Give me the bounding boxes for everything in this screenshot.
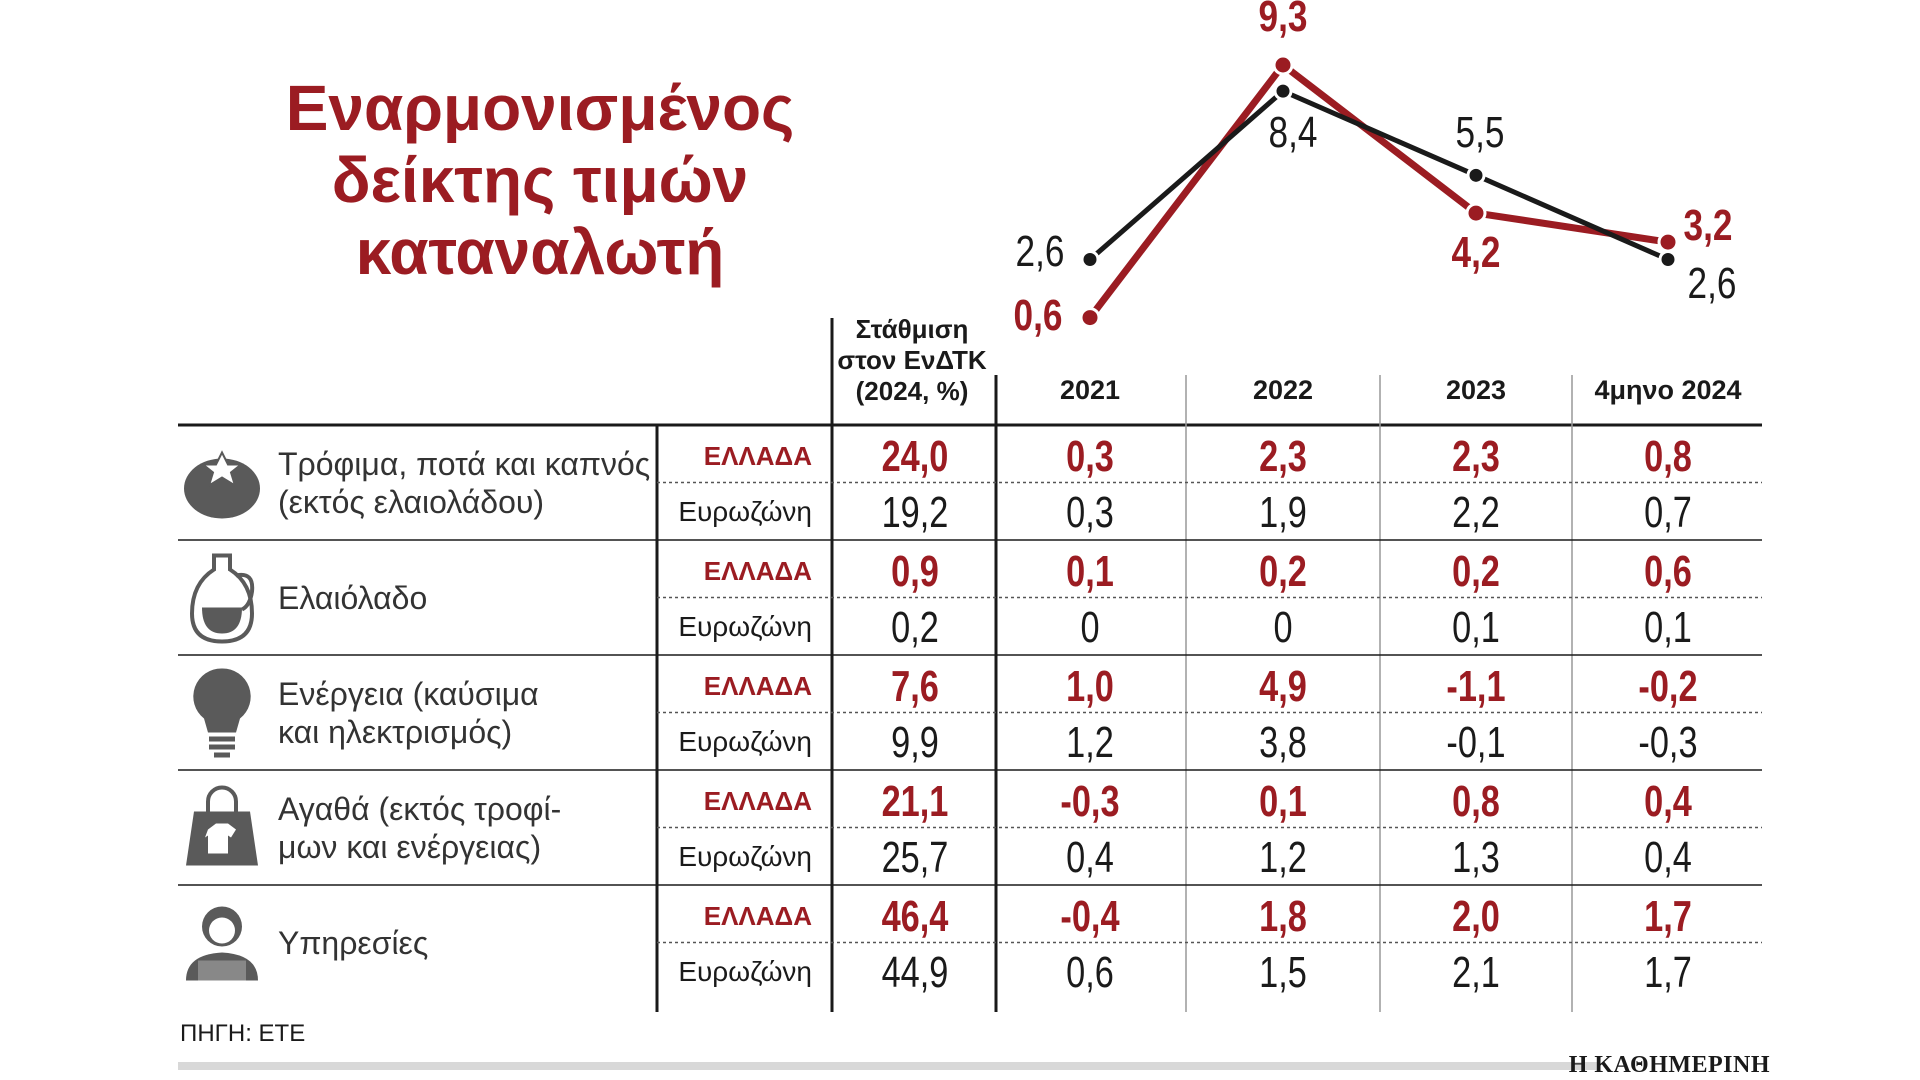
value-eurozone-1-2: 0,1 [1452,603,1500,652]
data-label-1-1: 8,4 [1268,108,1318,158]
value-greece-1-0: 0,1 [1066,547,1114,596]
value-eurozone-4-3: 1,7 [1644,948,1692,997]
row-label-greece-4: ΕΛΛΑΔΑ [703,901,812,931]
value-eurozone-0-1: 1,9 [1259,488,1307,537]
value-greece-2-3: -0,2 [1638,662,1698,711]
value-greece-1-2: 0,2 [1452,547,1500,596]
bag-handle-icon [208,788,236,812]
value-greece-0-3: 0,8 [1644,432,1692,481]
value-eurozone-0-2: 2,2 [1452,488,1500,537]
row-label-eurozone-2: Ευρωζώνη [678,726,812,757]
bulb-base-2-icon [209,745,235,750]
data-point-0-1 [1274,56,1292,74]
value-eurozone-3-0: 0,4 [1066,833,1114,882]
title-line-3: καταναλωτή [355,216,725,288]
weight-header-line-3: (2024, %) [855,376,969,406]
weight-greece-3: 21,1 [881,777,949,826]
year-header-2: 2023 [1445,375,1507,405]
title-line-1: Εναρμονισμένος [285,72,795,144]
data-label-1-2: 5,5 [1455,108,1505,158]
row-label-greece-2: ΕΛΛΑΔΑ [703,671,812,701]
value-eurozone-2-3: -0,3 [1638,718,1698,767]
data-point-0-3 [1659,233,1677,251]
category-name-line-3-1: μων και ενέργειας) [278,828,542,865]
category-name-1 [278,579,658,617]
value-greece-4-1: 1,8 [1259,892,1307,941]
value-eurozone-3-1: 1,2 [1259,833,1307,882]
category-name-line-0-0: Τρόφιμα, ποτά και καπνός [278,445,651,482]
value-eurozone-1-3: 0,1 [1644,603,1692,652]
title-line-2: δείκτης τιμών [331,144,749,216]
row-label-eurozone-0: Ευρωζώνη [678,496,812,527]
value-eurozone-2-2: -0,1 [1446,718,1506,767]
weight-eurozone-1: 0,2 [891,603,939,652]
row-label-greece-0: ΕΛΛΑΔΑ [703,441,812,471]
value-greece-0-0: 0,3 [1066,432,1114,481]
weight-eurozone-2: 9,9 [891,718,939,767]
value-eurozone-3-3: 0,4 [1644,833,1692,882]
data-point-1-3 [1660,252,1676,268]
row-label-eurozone-1: Ευρωζώνη [678,611,812,642]
value-eurozone-2-1: 3,8 [1259,718,1307,767]
weight-eurozone-0: 19,2 [881,488,949,537]
value-greece-2-1: 4,9 [1259,662,1307,711]
value-greece-1-1: 0,2 [1259,547,1307,596]
bulb-tip-icon [214,753,230,758]
weight-greece-2: 7,6 [891,662,939,711]
value-eurozone-2-0: 1,2 [1066,718,1114,767]
row-label-greece-3: ΕΛΛΑΔΑ [703,786,812,816]
data-label-0-2: 4,2 [1451,228,1501,278]
data-point-1-0 [1082,252,1098,268]
value-greece-3-2: 0,8 [1452,777,1500,826]
weight-greece-0: 24,0 [881,432,949,481]
value-eurozone-4-1: 1,5 [1259,948,1307,997]
value-greece-4-0: -0,4 [1060,892,1120,941]
value-eurozone-1-0: 0 [1080,603,1100,652]
value-eurozone-4-0: 0,6 [1066,948,1114,997]
value-greece-1-3: 0,6 [1644,547,1692,596]
lightbulb-icon [193,668,250,732]
weight-eurozone-4: 44,9 [881,948,949,997]
category-name-line-1-0: Ελαιόλαδο [278,579,428,616]
row-label-eurozone-4: Ευρωζώνη [678,956,812,987]
agent-face-icon [209,918,235,944]
weight-eurozone-3: 25,7 [881,833,949,882]
category-name-line-2-0: Ενέργεια (καύσιμα [278,675,539,712]
category-name-line-4-0: Υπηρεσίες [278,924,429,961]
value-greece-3-3: 0,4 [1644,777,1692,826]
data-label-1-3: 2,6 [1687,258,1737,308]
weight-greece-1: 0,9 [891,547,939,596]
value-greece-4-2: 2,0 [1452,892,1500,941]
bulb-base-1-icon [209,737,235,742]
category-name-line-2-1: και ηλεκτρισμός) [278,713,513,750]
value-greece-0-1: 2,3 [1259,432,1307,481]
weight-header-line-1: Στάθμιση [855,314,969,344]
olive-oil-level-icon [202,608,242,634]
category-name-4 [278,924,658,962]
laptop-icon [198,961,246,981]
value-eurozone-0-3: 0,7 [1644,488,1692,537]
value-eurozone-0-0: 0,3 [1066,488,1114,537]
value-eurozone-1-1: 0 [1273,603,1293,652]
data-label-1-0: 2,6 [1015,226,1065,276]
row-label-greece-1: ΕΛΛΑΔΑ [703,556,812,586]
brand-logo: Η ΚΑΘΗΜΕΡΙΝΗ [1568,1052,1770,1078]
year-header-1: 2022 [1252,375,1314,405]
value-greece-4-3: 1,7 [1644,892,1692,941]
data-label-0-3: 3,2 [1683,201,1733,251]
value-greece-0-2: 2,3 [1452,432,1500,481]
data-label-0-0: 0,6 [1013,290,1063,340]
row-label-eurozone-3: Ευρωζώνη [678,841,812,872]
data-label-0-1: 9,3 [1258,0,1308,41]
value-greece-2-2: -1,1 [1446,662,1506,711]
value-eurozone-4-2: 2,1 [1452,948,1500,997]
category-name-line-3-0: Αγαθά (εκτός τροφί- [278,790,562,827]
category-name-2 [278,675,658,751]
series-line-0 [1090,65,1668,318]
weight-header-line-2: στον ΕνΔΤΚ [837,345,987,375]
year-header-0: 2021 [1059,375,1121,405]
value-eurozone-3-2: 1,3 [1452,833,1500,882]
category-name-0 [278,445,658,521]
year-header-3: 4μηνο 2024 [1594,375,1742,405]
data-point-1-2 [1468,167,1484,183]
weight-greece-4: 46,4 [881,892,949,941]
value-greece-3-0: -0,3 [1060,777,1120,826]
value-greece-3-1: 0,1 [1259,777,1307,826]
category-name-line-0-1: (εκτός ελαιολάδου) [278,483,545,520]
category-name-3 [278,790,658,866]
value-greece-2-0: 1,0 [1066,662,1114,711]
data-point-1-1 [1275,83,1291,99]
source-note: ΠΗΓΗ: ΕΤΕ [180,1020,306,1047]
data-point-0-2 [1467,204,1485,222]
data-point-0-0 [1081,309,1099,327]
footer-bar [178,1062,1598,1070]
series-line-1 [1090,91,1668,259]
